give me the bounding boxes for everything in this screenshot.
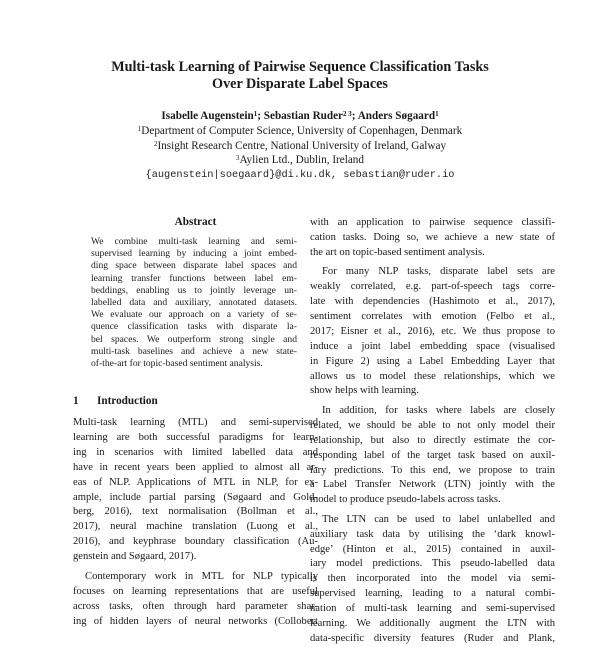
affiliation bbox=[0, 139, 600, 154]
body-line: allows us to model these relationships, which we bbox=[310, 370, 555, 382]
section-number: 1 bbox=[73, 395, 79, 407]
body-line: with an application to pairwise sequence classifi- bbox=[310, 217, 555, 228]
body-line: For many NLP tasks, disparate label sets are bbox=[322, 266, 555, 278]
body-line: model to produce pseudo-labels across tasks. bbox=[310, 494, 501, 506]
body-line: relationship, but also to directly estimate the cor- bbox=[310, 434, 555, 446]
author-name: Anders Søgaard bbox=[357, 110, 436, 122]
body-line: berg, 2016), text normalisation (Bollman et al., bbox=[73, 506, 318, 518]
author-affil-mark: 1 bbox=[253, 110, 258, 118]
body-line: nation of multi-task learning and semi-supervised bbox=[310, 603, 555, 615]
abstract-line: of-the-art for topic-based sentiment analysis. bbox=[91, 358, 263, 370]
title-line: Over Disparate Label Spaces bbox=[212, 76, 388, 92]
abstract-line: We combine multi-task learning and semi- bbox=[91, 236, 297, 247]
affil-text: Aylien Ltd., Dublin, Ireland bbox=[239, 154, 364, 166]
author-separator: ; bbox=[351, 110, 358, 122]
author-name: Sebastian Ruder bbox=[263, 110, 344, 122]
abstract-line: We evaluate our approach on a variety of se- bbox=[91, 309, 297, 321]
author-emails: {augenstein|soegaard}@di.ku.dk, sebastian@ruder.io bbox=[145, 168, 455, 181]
affil-text: Department of Computer Science, University of Copenhagen, Denmark bbox=[141, 125, 463, 137]
author-affil-mark: 2 3 bbox=[343, 110, 352, 118]
body-line: data-specific diversity features (Ruder and Plank, bbox=[310, 632, 555, 644]
abstract-line: ding space between disparate label spaces and bbox=[91, 260, 297, 272]
body-line: ing in scenarios with limited labelled data and bbox=[73, 446, 318, 458]
body-line: 2016), and keyphrase boundary classification (Au- bbox=[73, 536, 318, 548]
body-line: auxiliary task data by utilising the ‘dark knowl- bbox=[310, 528, 555, 540]
abstract-line: supervised learning by inducing a joint embed- bbox=[91, 248, 297, 260]
abstract-line: quence classification tasks with disparate la- bbox=[91, 321, 297, 333]
abstract-line: beddings, enabling us to jointly leverage un- bbox=[91, 284, 297, 296]
body-line: The LTN can be used to label unlabelled and bbox=[322, 513, 555, 525]
affiliations bbox=[0, 124, 600, 182]
abstract-line: learning transfer functions between label em- bbox=[91, 272, 297, 284]
affil-mark: 3 bbox=[236, 154, 240, 162]
body-line: induce a joint label embedding space (visualised bbox=[310, 340, 555, 352]
body-line: In addition, for tasks where labels are closely bbox=[322, 404, 555, 416]
abstract-line: labelled data and auxiliary, annotated datasets. bbox=[91, 297, 297, 309]
affil-mark: 2 bbox=[153, 139, 158, 148]
body-line: show helps with learning. bbox=[310, 385, 419, 397]
body-line: learning are both successful paradigms for learn- bbox=[73, 431, 318, 443]
body-line: ample, include partial parsing (Søgaard and Gold- bbox=[73, 491, 318, 503]
body-line: iary model predictions. This pseudo-labelled data bbox=[310, 558, 555, 570]
body-line: have in recent years been applied to almost all ar- bbox=[73, 461, 318, 473]
body-line: weakly correlated, e.g. part-of-speech tags corre- bbox=[310, 281, 555, 293]
affil-text: Insight Research Centre, National University of Ireland, Galway bbox=[157, 139, 447, 152]
author-affil-mark: 1 bbox=[435, 110, 439, 118]
body-line: a Label Transfer Network (LTN) jointly with the bbox=[310, 479, 555, 491]
body-line: in Figure 2) using a Label Embedding Layer that bbox=[310, 355, 555, 367]
left-column-body bbox=[73, 416, 318, 630]
affil-mark: 1 bbox=[137, 125, 142, 133]
body-line: 2017), neural machine translation (Luong et al., bbox=[73, 521, 318, 533]
body-line: learning. We additionally augment the LTN with bbox=[310, 618, 555, 630]
body-line: supervised learning, leading to a natural combi- bbox=[310, 588, 555, 600]
affiliation bbox=[0, 153, 600, 168]
title-line: Multi-task Learning of Pairwise Sequence Classification Tasks bbox=[111, 59, 489, 75]
abstract-body bbox=[91, 236, 297, 370]
author-list bbox=[0, 109, 600, 123]
body-line: is then incorporated into the model via semi- bbox=[310, 573, 555, 585]
section-heading-introduction bbox=[73, 395, 158, 407]
abstract-heading: Abstract bbox=[174, 216, 217, 228]
body-line: the art on topic-based sentiment analysis. bbox=[310, 246, 485, 258]
body-line: sentiment correlates with emotion (Felbo et al., bbox=[310, 310, 555, 322]
body-line: cation tasks. Doing so, we achieve a new state of bbox=[310, 231, 555, 243]
author-separator: ; bbox=[257, 110, 264, 122]
body-line: edge’ (Hinton et al., 2015) contained in auxil- bbox=[310, 543, 555, 555]
body-line: focuses on learning representations that are useful bbox=[73, 585, 318, 597]
paper-title bbox=[0, 59, 600, 93]
body-line: across tasks, often through hard parameter shar- bbox=[73, 600, 318, 612]
affiliation bbox=[0, 124, 600, 139]
right-column-body bbox=[310, 216, 555, 647]
body-line: 2017; Eisner et al., 2016), etc. We thus propose to bbox=[310, 325, 555, 337]
body-line: Contemporary work in MTL for NLP typically bbox=[85, 571, 318, 583]
body-line: Multi-task learning (MTL) and semi-supervised bbox=[73, 417, 318, 428]
body-line: iary predictions. To this end, we propose to train bbox=[310, 464, 555, 476]
author-name: Isabelle Augenstein bbox=[161, 110, 254, 122]
abstract-line: bel spaces. We outperform strong single and bbox=[91, 333, 297, 345]
section-title: Introduction bbox=[97, 395, 158, 407]
body-line: ing of hidden layers of neural networks (Collobert bbox=[73, 615, 318, 627]
abstract-line: multi-task baselines and achieve a new state- bbox=[91, 345, 297, 357]
body-line: eas of NLP. Applications of MTL in NLP, for ex- bbox=[73, 476, 318, 488]
body-line: responding label of the target task based on auxil- bbox=[310, 449, 555, 461]
body-line: genstein and Søgaard, 2017). bbox=[73, 551, 197, 563]
body-line: late with dependencies (Hashimoto et al., 2017), bbox=[310, 296, 555, 308]
body-line: related, we should be able to not only model their bbox=[310, 419, 555, 431]
